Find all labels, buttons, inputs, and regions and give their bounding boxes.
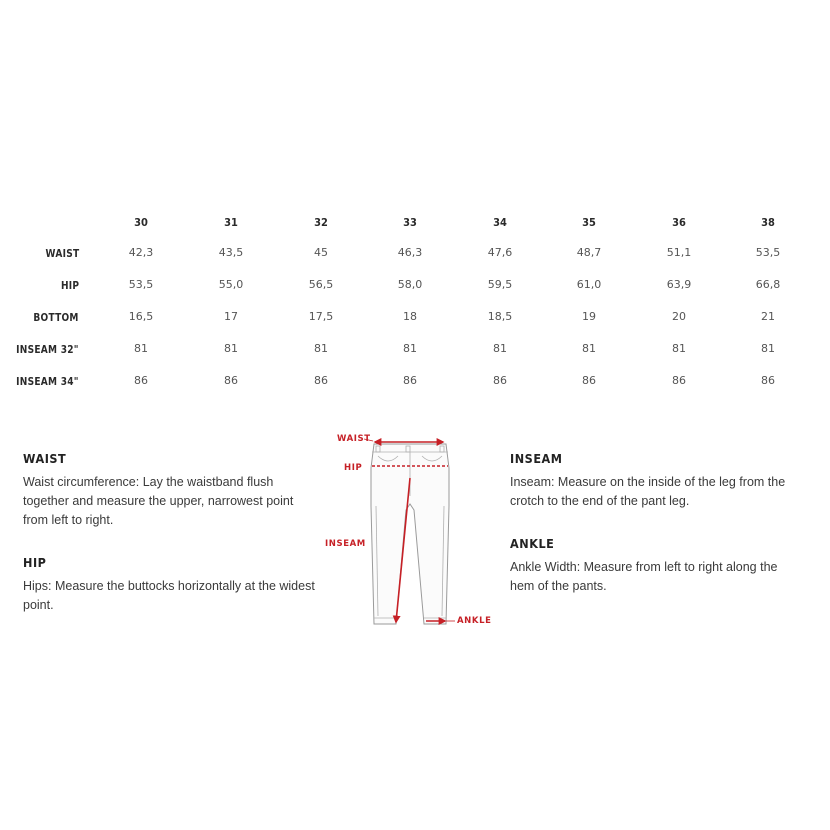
size-header-35: 35 (582, 216, 596, 229)
hip-guide (23, 555, 318, 615)
inseam-guide-text: Inseam: Measure on the inside of the leg from the crotch to the end of the pant leg. (510, 475, 786, 508)
table-cell: 61,0 (576, 278, 602, 291)
table-cell: 86 (403, 374, 417, 387)
row-label: BOTTOM (33, 312, 79, 324)
size-header-34: 34 (493, 216, 507, 229)
table-cell: 55,0 (218, 278, 244, 291)
table-cell: 81 (134, 342, 148, 355)
size-header-36: 36 (672, 216, 686, 229)
table-cell: 18,5 (487, 310, 513, 323)
size-header-33: 33 (403, 216, 417, 229)
table-cell: 86 (314, 374, 328, 387)
diagram-label-hip: HIP (344, 463, 363, 473)
table-cell: 20 (672, 310, 686, 323)
table-cell: 86 (134, 374, 148, 387)
table-cell: 59,5 (487, 278, 513, 291)
hip-guide-title: HIP (23, 555, 47, 570)
table-cell: 86 (761, 374, 775, 387)
row-label: WAIST (45, 248, 79, 260)
table-cell: 58,0 (397, 278, 423, 291)
pants-illustration (318, 426, 508, 636)
table-cell: 86 (672, 374, 686, 387)
pants-measurement-diagram (318, 426, 508, 636)
table-cell: 56,5 (308, 278, 334, 291)
table-cell: 81 (224, 342, 238, 355)
diagram-label-inseam: INSEAM (325, 539, 366, 549)
table-cell: 81 (493, 342, 507, 355)
table-cell: 81 (314, 342, 328, 355)
table-cell: 16,5 (128, 310, 154, 323)
table-cell: 51,1 (666, 246, 692, 259)
table-cell: 53,5 (755, 246, 781, 259)
ankle-guide-text: Ankle Width: Measure from left to right along the hem of the pants. (510, 560, 778, 593)
row-label: INSEAM 34" (16, 376, 79, 388)
size-header-30: 30 (134, 216, 148, 229)
table-cell: 45 (314, 246, 328, 259)
waist-guide (23, 451, 318, 530)
waist-guide-text: Waist circumference: Lay the waistband flush together and measure the upper, narrowest point from left to right. (23, 475, 294, 527)
table-cell: 46,3 (397, 246, 423, 259)
table-cell: 42,3 (128, 246, 154, 259)
size-header-32: 32 (314, 216, 328, 229)
table-cell: 43,5 (218, 246, 244, 259)
hip-guide-text: Hips: Measure the buttocks horizontally at the widest point. (23, 579, 315, 612)
inseam-guide (510, 451, 805, 511)
diagram-label-ankle: ANKLE (457, 616, 492, 626)
table-cell: 17 (224, 310, 238, 323)
table-cell: 21 (761, 310, 775, 323)
table-cell: 86 (224, 374, 238, 387)
table-cell: 18 (403, 310, 417, 323)
table-cell: 81 (403, 342, 417, 355)
table-cell: 53,5 (128, 278, 154, 291)
row-label: HIP (60, 280, 79, 292)
table-cell: 17,5 (308, 310, 334, 323)
ankle-guide (510, 536, 805, 596)
table-cell: 86 (493, 374, 507, 387)
inseam-guide-title: INSEAM (510, 451, 563, 466)
table-cell: 86 (582, 374, 596, 387)
table-cell: 47,6 (487, 246, 513, 259)
size-table (0, 0, 830, 400)
table-cell: 81 (582, 342, 596, 355)
table-cell: 81 (672, 342, 686, 355)
row-label: INSEAM 32" (16, 344, 79, 356)
size-header-31: 31 (224, 216, 238, 229)
ankle-guide-title: ANKLE (510, 536, 555, 551)
table-cell: 63,9 (666, 278, 692, 291)
table-cell: 66,8 (755, 278, 781, 291)
waist-guide-title: WAIST (23, 451, 67, 466)
table-cell: 81 (761, 342, 775, 355)
size-header-38: 38 (761, 216, 775, 229)
diagram-label-waist: WAIST (337, 434, 371, 444)
table-cell: 19 (582, 310, 596, 323)
table-cell: 48,7 (576, 246, 602, 259)
